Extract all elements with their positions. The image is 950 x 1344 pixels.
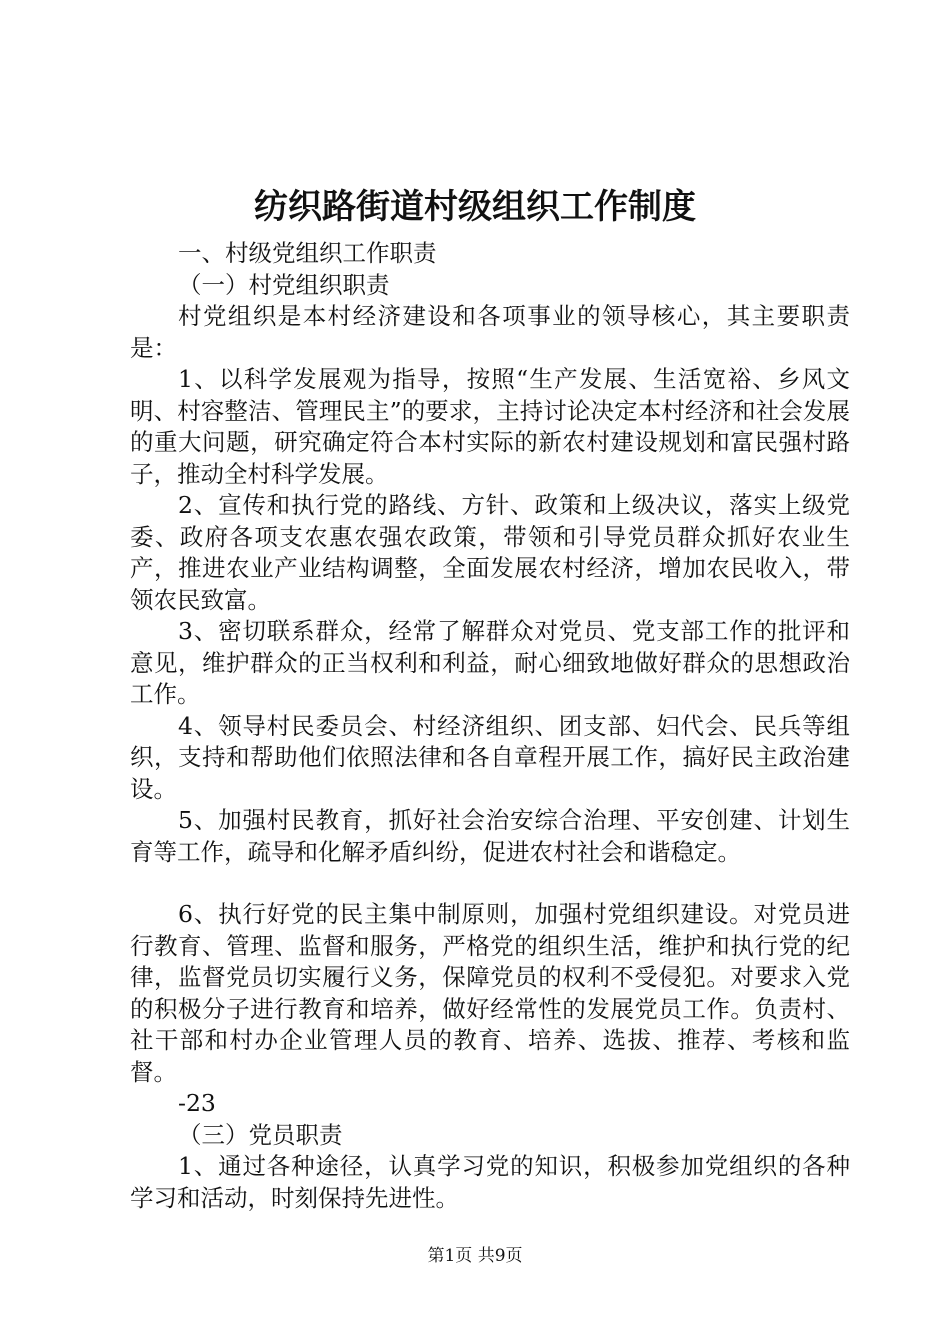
page-footer: 第1页 共9页 (427, 1246, 523, 1266)
paragraph: 5、加强村民教育，抓好社会治安综合治理、平安创建、计划生育等工作，疏导和化解矛盾纠纷，促进农村社会和谐稳定。 (130, 806, 850, 866)
paragraph: 1、以科学发展观为指导，按照“生产发展、生活宽裕、乡风文明、村容整洁、管理民主”的要求，主持讨论决定本村经济和社会发展的重大问题，研究确定符合本村实际的新农村建设规划和富民强村路子，推动全村科学发展。 (130, 365, 850, 488)
document-title: 纺织路街道村级组织工作制度 (254, 187, 696, 227)
paragraph-gap (130, 868, 850, 899)
paragraph: 2、宣传和执行党的路线、方针、政策和上级决议，落实上级党委、政府各项支农惠农强农政策，带领和引导党员群众抓好农业生产，推进农业产业结构调整，全面发展农村经济，增加农民收入，带领农民致富。 (130, 491, 850, 614)
paragraph: 村党组织是本村经济建设和各项事业的领导核心，其主要职责是： (130, 302, 850, 362)
paragraph: 1、通过各种途径，认真学习党的知识，积极参加党组织的各种学习和活动，时刻保持先进性。 (130, 1152, 850, 1212)
subsection-heading: （三）党员职责 (178, 1120, 343, 1149)
paragraph: 3、密切联系群众，经常了解群众对党员、党支部工作的批评和意见，维护群众的正当权利和利益，耐心细致地做好群众的思想政治工作。 (130, 617, 850, 708)
page-fragment-number: -23 (178, 1089, 216, 1117)
subsection-heading: （一）村党组织职责 (178, 270, 390, 299)
section-heading: 一、村级党组织工作职责 (178, 239, 437, 267)
paragraph: 6、执行好党的民主集中制原则，加强村党组织建设。对党员进行教育、管理、监督和服务，严格党的组织生活，维护和执行党的纪律，监督党员切实履行义务，保障党员的权利不受侵犯。对要求入党的积极分子进行教育和培养，做好经常性的发展党员工作。负责村、社干部和村办企业管理人员的教育、培养、选拔、推荐、考核和监督。 (130, 900, 850, 1086)
document-body (130, 238, 850, 1214)
paragraph: 4、领导村民委员会、村经济组织、团支部、妇代会、民兵等组织，支持和帮助他们依照法律和各自章程开展工作，搞好民主政治建设。 (130, 711, 850, 803)
